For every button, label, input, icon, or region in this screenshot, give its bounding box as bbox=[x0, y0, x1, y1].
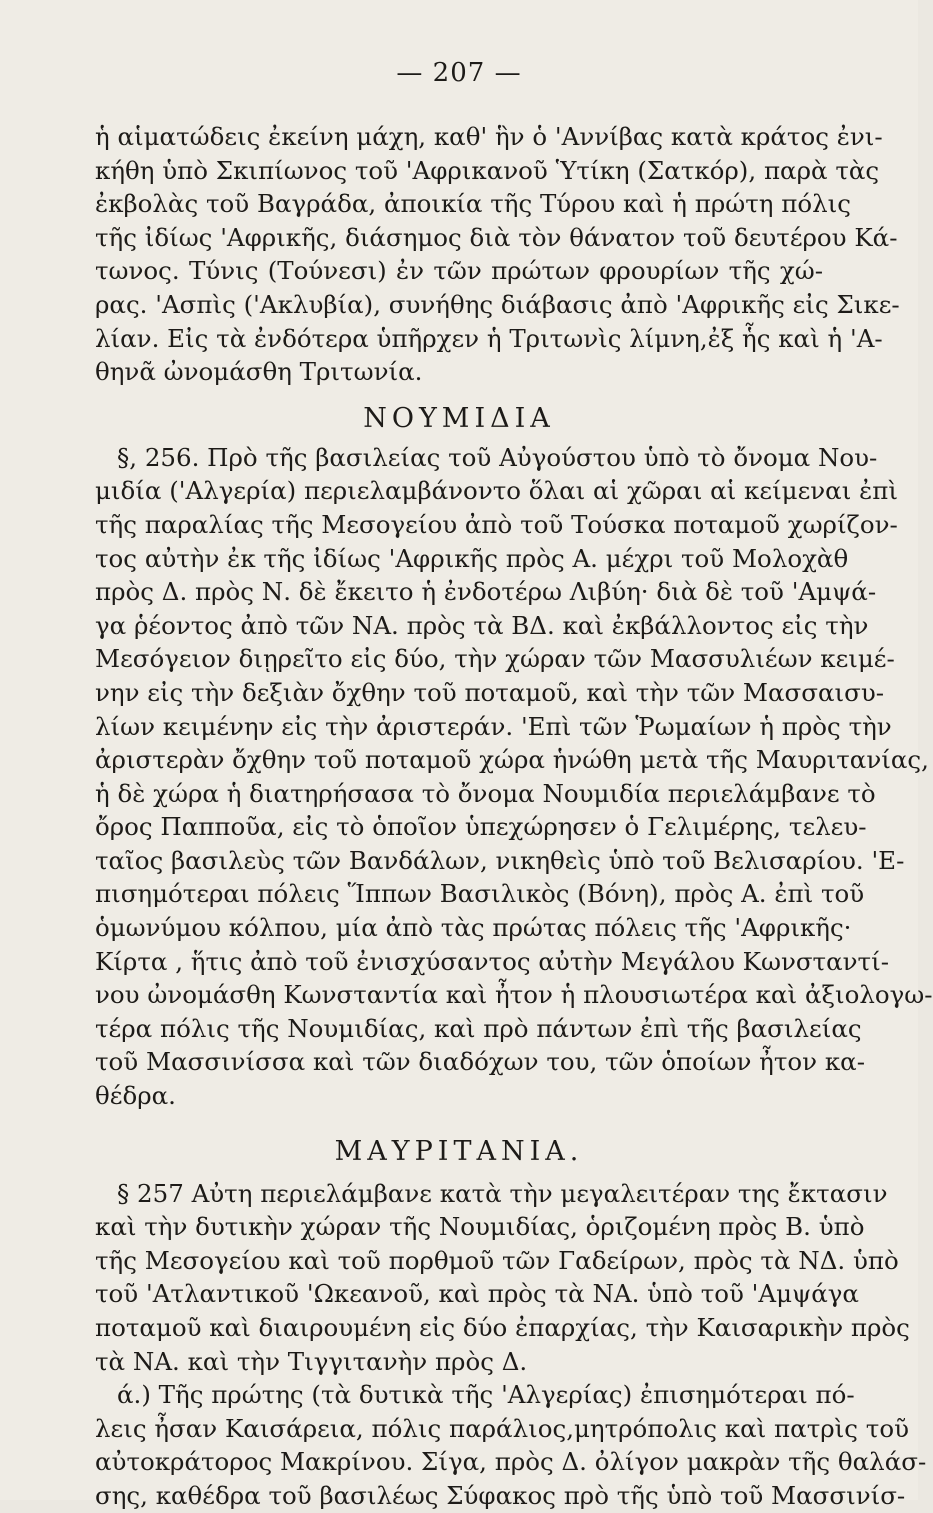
paragraph-256 bbox=[95, 441, 933, 1113]
text-line: ποταμοῦ καὶ διαιρουμένη εἰς δύο ἐπαρχίας, τὴν Καισαρικὴν πρὸς bbox=[95, 1313, 910, 1342]
text-line: σης, καθέδρα τοῦ βασιλέως Σύφακος πρὸ τῆς ὑπὸ τοῦ Μασσινίσ- bbox=[95, 1480, 906, 1510]
text-line: ἡ αἱματώδεις ἐκείνη μάχη, καθ' ἣν ὁ 'Αννίβας κατὰ κράτος ἐνι- bbox=[95, 122, 883, 151]
text-line: ὄρος Παπποῦα, εἰς τὸ ὁποῖον ὑπεχώρησεν ὁ Γελιμέρης, τελευ- bbox=[95, 812, 867, 842]
text-line: τέρα πόλις τῆς Νουμιδίας, καὶ πρὸ πάντων ἐπὶ τῆς βασιλείας bbox=[95, 1013, 862, 1043]
paragraph-carthage-region bbox=[95, 120, 900, 389]
text-line: λεις ἦσαν Καισάρεια, πόλις παράλιος,μητρόπολις καὶ πατρὶς τοῦ bbox=[95, 1413, 909, 1443]
text-line: Μεσόγειον διῃρεῖτο εἰς δύο, τὴν χώραν τῶν Μασσυλιέων κειμέ- bbox=[95, 644, 895, 674]
text-line: τοῦ Μασσινίσσα καὶ τῶν διαδόχων του, τῶν ὁποίων ἦτον κα- bbox=[95, 1047, 865, 1077]
text-line: τος αὐτὴν ἐκ τῆς ἰδίως 'Αφρικῆς πρὸς Α. μέχρι τοῦ Μολοχὰθ bbox=[95, 543, 849, 573]
paragraph-257 bbox=[95, 1177, 910, 1379]
text-line: πισημότεραι πόλεις Ἵππων Βασιλικὸς (Βόνη), πρὸς Α. ἐπὶ τοῦ bbox=[95, 879, 865, 909]
text-line: λίαν. Εἰς τὰ ἐνδότερα ὑπῆρχεν ἡ Τριτωνὶς λίμνη,ἐξ ἧς καὶ ἡ 'Α- bbox=[95, 323, 883, 353]
text-line: τωνος. Τύνις (Τούνεσι) ἐν τῶν πρώτων φρουρίων τῆς χώ- bbox=[95, 256, 823, 286]
text-line: Κίρτα , ἥτις ἀπὸ τοῦ ἐνισχύσαντος αὐτὴν Μεγάλου Κωνσταντί- bbox=[95, 946, 889, 976]
text-line: λίων κειμένην εἰς τὴν ἀριστεράν. 'Επὶ τῶν Ῥωμαίων ἡ πρὸς τὴν bbox=[95, 711, 892, 741]
text-line: νου ὠνομάσθη Κωνσταντία καὶ ἦτον ἡ πλουσιωτέρα καὶ ἀξιολογω- bbox=[95, 980, 933, 1010]
paragraph-257-a bbox=[95, 1378, 927, 1512]
page-text bbox=[95, 120, 933, 1513]
text-line: § 257 Αὐτη περιελάμβανε κατὰ τὴν μεγαλειτέραν της ἔκτασιν bbox=[117, 1178, 888, 1208]
page-number: — 207 — bbox=[396, 58, 522, 88]
text-line: πρὸς Δ. πρὸς Ν. δὲ ἔκειτο ἡ ἐνδοτέρω Λιβύη· διὰ δὲ τοῦ 'Αμψά- bbox=[95, 577, 877, 607]
text-line: ἐκβολὰς τοῦ Βαγράδα, ἀποικία τῆς Τύρου καὶ ἡ πρώτη πόλις bbox=[95, 189, 851, 219]
text-line: θηνᾶ ὠνομάσθη Τριτωνία. bbox=[95, 357, 423, 387]
text-line: ἡ δὲ χώρα ἡ διατηρήσασα τὸ ὄνομα Νουμιδία περιελάμβανε τὸ bbox=[95, 778, 876, 808]
text-line: ά.) Τῆς πρώτης (τὰ δυτικὰ τῆς 'Αλγερίας) ἐπισημότεραι πό- bbox=[117, 1380, 855, 1410]
text-line: θέδρα. bbox=[95, 1081, 176, 1111]
text-line: ταῖος βασιλεὺς τῶν Βανδάλων, νικηθεὶς ὑπὸ τοῦ Βελισαρίου. 'Ε- bbox=[95, 845, 905, 875]
text-line: κήθη ὑπὸ Σκιπίωνος τοῦ 'Αφρικανοῦ Ὑτίκη (Σατκόρ), παρὰ τὰς bbox=[95, 155, 880, 185]
text-line: νην εἰς τὴν δεξιὰν ὄχθην τοῦ ποταμοῦ, καὶ τὴν τῶν Μασσαισυ- bbox=[95, 677, 885, 707]
text-line: ἀριστερὰν ὄχθην τοῦ ποταμοῦ χώρα ἡνώθη μετὰ τῆς Μαυριτανίας, bbox=[95, 745, 929, 775]
text-line: §, 256. Πρὸ τῆς βασιλείας τοῦ Αὐγούστου ὑπὸ τὸ ὄνομα Νου- bbox=[117, 442, 878, 472]
text-line: τῆς ἰδίως 'Αφρικῆς, διάσημος διὰ τὸν θάνατον τοῦ δευτέρου Κά- bbox=[95, 222, 898, 252]
text-line: τὰ ΝΑ. καὶ τὴν Τιγγιτανὴν πρὸς Δ. bbox=[95, 1346, 528, 1376]
text-line: καὶ τὴν δυτικὴν χώραν τῆς Νουμιδίας, ὁριζομένη πρὸς Β. ὑπὸ bbox=[95, 1212, 865, 1242]
section-heading-mauritania: ΜΑΥΡΙΤΑΝΙΑ. bbox=[334, 1135, 584, 1167]
text-line: τῆς Μεσογείου καὶ τοῦ πορθμοῦ τῶν Γαδείρων, πρὸς τὰ ΝΔ. ὑπὸ bbox=[95, 1245, 899, 1275]
text-line: ὁμωνύμου κόλπου, μία ἀπὸ τὰς πρώτας πόλεις τῆς 'Αφρικῆς· bbox=[95, 913, 852, 943]
text-line: γα ῥέοντος ἀπὸ τῶν ΝΑ. πρὸς τὰ ΒΔ. καὶ ἐκβάλλοντος εἰς τὴν bbox=[95, 610, 869, 640]
text-line: ρας. 'Ασπὶς ('Ακλυβία), συνήθης διάβασις ἀπὸ 'Αφρικῆς εἰς Σικε- bbox=[95, 289, 900, 319]
section-heading-numidia: ΝΟΥΜΙΔΙΑ bbox=[363, 402, 555, 434]
text-line: μιδία ('Αλγερία) περιελαμβάνοντο ὅλαι αἱ χῶραι αἱ κείμεναι ἐπὶ bbox=[95, 476, 898, 506]
text-line: τῆς παραλίας τῆς Μεσογείου ἀπὸ τοῦ Τούσκα ποταμοῦ χωρίζον- bbox=[95, 509, 898, 539]
text-line: αὐτοκράτορος Μακρίνου. Σίγα, πρὸς Δ. ὀλίγον μακρὰν τῆς θαλάσ- bbox=[95, 1447, 927, 1477]
text-line: τοῦ 'Ατλαντικοῦ 'Ωκεανοῦ, καὶ πρὸς τὰ ΝΑ. ὑπὸ τοῦ 'Αμψάγα bbox=[95, 1279, 859, 1309]
